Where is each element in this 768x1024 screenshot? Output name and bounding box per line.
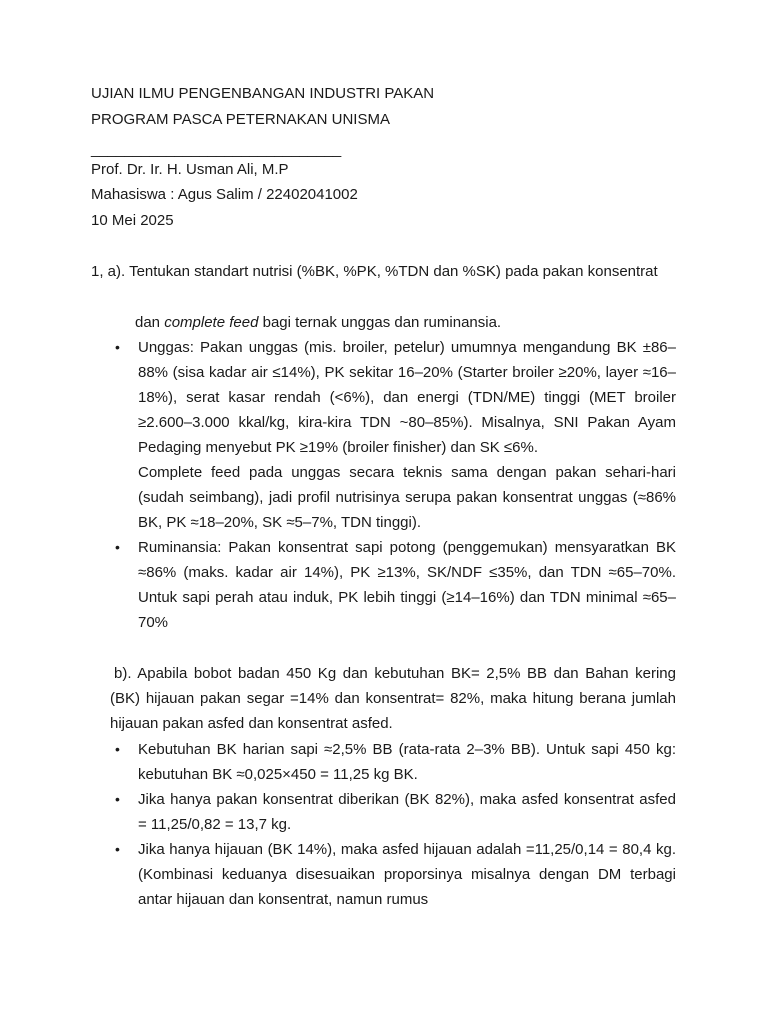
list-item-ruminansia (138, 535, 676, 635)
answer-1b-list (0, 737, 768, 912)
list-item-unggas (138, 335, 676, 535)
complete-feed-term: complete feed (164, 314, 259, 331)
list-item-konsentrat: • Jika hanya pakan konsentrat diberikan (BK 82%), maka asfed konsentrat asfed = 11,25/0,82 = 13,7 kg. (138, 787, 676, 837)
list-item-hijauan: • Jika hanya hijauan (BK 14%), maka asfed hijauan adalah =11,25/0,14 = 80,4 kg. (Kombinasi keduanya disesuaikan proporsinya misalnya dengan DM terbagi antar hijauan dan konsentrat, namun rumus (138, 837, 676, 912)
ruminansia-text: Ruminansia: Pakan konsentrat sapi potong (penggemukan) mensyaratkan BK ≈86% (maks. kadar air 14%), PK ≥13%, SK/NDF ≤35%, dan TDN ≈65–70%. Untuk sapi perah atau induk, PK lebih tinggi (≥14–16%) dan TDN minimal ≈65–70% (138, 539, 676, 631)
continuation-post: bagi ternak unggas dan ruminansia. (258, 314, 502, 331)
program-title: PROGRAM PASCA PETERNAKAN UNISMA (91, 111, 390, 128)
unggas-complete-feed-text: Complete feed pada unggas secara teknis sama dengan pakan sehari-hari (sudah seimbang), jadi profil nutrisinya serupa pakan konsentrat unggas (≈86% BK, PK ≈18–20%, SK ≈5–7%, TDN tinggi). (138, 464, 676, 531)
exam-date: 10 Mei 2025 (91, 212, 174, 229)
answer-1a-list (0, 335, 768, 635)
question-1a-continuation (135, 310, 501, 335)
unggas-text: Unggas: Pakan unggas (mis. broiler, petelur) umumnya mengandung BK ±86–88% (sisa kadar air ≤14%), PK sekitar 16–20% (Starter broiler ≥20%, layer ≈16–18%), serat kasar rendah (<6%), dan energi (TDN/ME) tinggi (MET broiler ≥2.600–3.000 kkal/kg, kira-kira TDN ~80–85%). Misalnya, SNI Pakan Ayam Pedaging menyebut PK ≥19% (broiler finisher) dan SK ≤6%. (138, 339, 676, 456)
student-info: Mahasiswa : Agus Salim / 22402041002 (91, 186, 358, 203)
question-1a: 1, a). Tentukan standart nutrisi (%BK, %PK, %TDN dan %SK) pada pakan konsentrat (91, 263, 658, 280)
lecturer-name: Prof. Dr. Ir. H. Usman Ali, M.P (91, 161, 289, 178)
question-1b-text: b). Apabila bobot badan 450 Kg dan kebutuhan BK= 2,5% BB dan Bahan kering (BK) hijauan pakan segar =14% dan konsentrat= 82%, maka hitung berana jumlah hijauan pakan asfed dan konsentrat asfed. (110, 665, 676, 732)
list-item-kebutuhan-bk: • Kebutuhan BK harian sapi ≈2,5% BB (rata-rata 2–3% BB). Untuk sapi 450 kg: kebutuhan BK ≈0,025×450 = 11,25 kg BK. (138, 737, 676, 787)
continuation-pre: dan (135, 314, 165, 331)
separator-rule: ______________________________ (91, 141, 342, 158)
exam-title: UJIAN ILMU PENGENBANGAN INDUSTRI PAKAN (91, 85, 435, 102)
question-1b (110, 661, 676, 736)
